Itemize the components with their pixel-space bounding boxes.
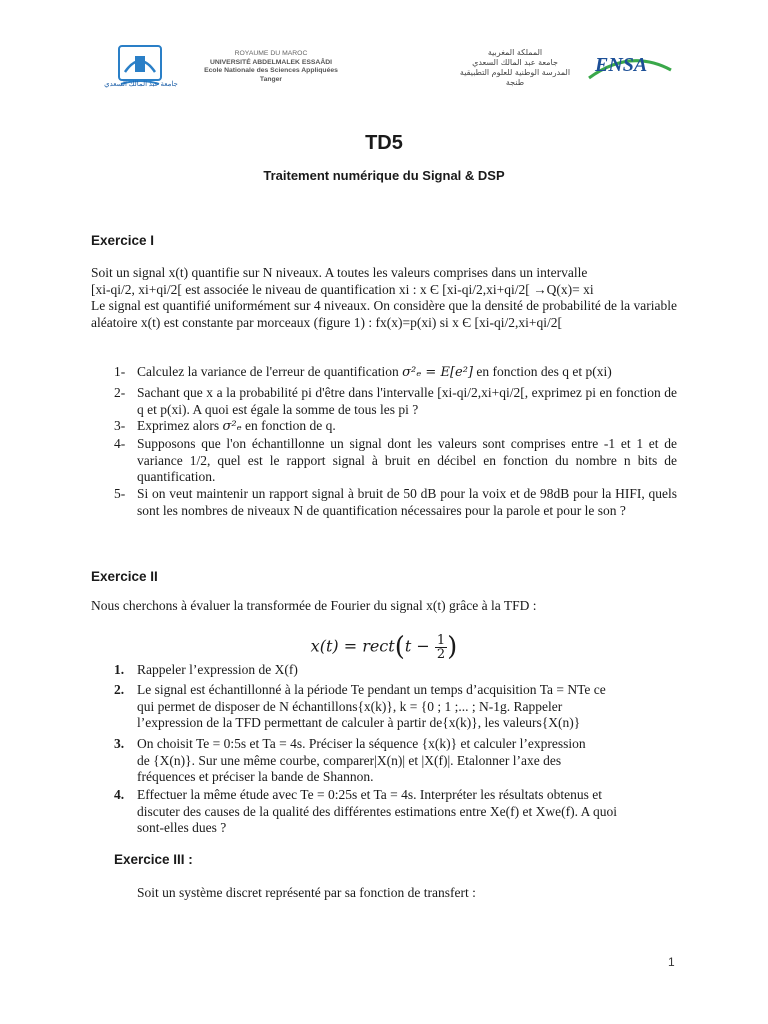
ex1-item-4 — [114, 436, 677, 486]
item-line: sont-elles dues ? — [137, 820, 227, 835]
item-number: 4- — [114, 436, 126, 451]
item-line: discuter des causes de la qualité des différentes estimations entre Xe(f) et Xwe(f). A quoi — [137, 803, 617, 819]
item-line: qui permet de disposer de N échantillons{x(k)}, k = {0 ; 1 ;... ; N-1g. Rappeler — [137, 698, 563, 714]
intro-line: Soit un signal x(t) quantifie sur N niveaux. A toutes les valeurs comprises dans un intervalle — [91, 265, 588, 280]
item-line: On choisit Te = 0:5s et Ta = 4s. Préciser la séquence {x(k)} et calculer l’expression — [137, 736, 586, 751]
item-number: 3. — [114, 736, 125, 751]
ex2-item-4 — [114, 787, 677, 837]
exercise-1-intro — [91, 265, 677, 331]
ar-line: المدرسة الوطنية للعلوم التطبيقية — [459, 68, 571, 77]
ar-line: طنجة — [505, 78, 525, 87]
intro-line: Le signal est quantifié uniformément sur 4 niveaux. On considère que la densité de probabilité de la variable aléatoire x(t) est constante par morceaux (figure 1) : fx(x)=p(xi) si x Є [xi-qi/2,xi+qi/2[ — [91, 298, 677, 330]
item-line: Effectuer la même étude avec Te = 0:25s et Ta = 4s. Interpréter les résultats obtenus et — [137, 787, 603, 802]
fr-line: ROYAUME DU MAROC — [234, 50, 308, 57]
exercise-2-heading: Exercice II — [91, 569, 158, 584]
ex2-item-2 — [114, 682, 677, 732]
ex1-item-3 — [114, 418, 677, 436]
ex1-item-2 — [114, 385, 677, 418]
page-number: 1 — [668, 955, 675, 969]
item-number: 5- — [114, 486, 126, 501]
exercise-3-intro: Soit un système discret représenté par sa fonction de transfert : — [137, 885, 476, 900]
ex2-item-3 — [114, 736, 677, 786]
exercise-3-heading: Exercice III : — [114, 852, 193, 867]
exercise-1-heading: Exercice I — [91, 233, 155, 248]
item-text: Supposons que l'on échantillonne un signal dont les valeurs sont comprises entre -1 et 1 et de variance 1/2, quel est le rapport signal à bruit en décibel en fonction du nombre n bits de quantification. — [137, 436, 677, 484]
item-text: en fonction de q. — [241, 418, 336, 433]
equation-arg: t − — [404, 636, 430, 656]
item-text: Rappeler l’expression de X(f) — [137, 662, 298, 677]
item-line: de {X(n)}. Sur une même courbe, comparer|X(n)| et |X(f)|. Etalonner l’axe des — [137, 752, 562, 768]
item-text: Calculez la variance de l'erreur de quantification — [137, 364, 403, 379]
item-text: Exprimez alors — [137, 418, 223, 433]
item-line: fréquences et préciser la bande de Shannon. — [137, 769, 374, 784]
item-number: 3- — [114, 418, 126, 433]
fraction — [435, 634, 447, 661]
item-text: Si on veut maintenir un rapport signal à bruit de 50 dB pour la voix et de 98dB pour la HIFI, quels sont les nombres de niveaux N de quantification nécessaires pour la parole et pour le son ? — [137, 486, 677, 518]
item-number: 1- — [114, 364, 126, 379]
item-number: 4. — [114, 787, 125, 802]
left-logo-caption: جامعة عبد المالك السعدي — [104, 80, 178, 88]
arabic-header — [440, 48, 590, 88]
ex2-item-1 — [114, 662, 677, 679]
ar-line: المملكة المغربية — [487, 48, 543, 57]
item-number: 2- — [114, 385, 126, 400]
variance-formula: σ²ₑ = E[e²] — [402, 365, 473, 380]
ensa-logo — [585, 48, 675, 82]
fr-line: Tanger — [259, 75, 283, 83]
fr-line: UNIVERSITÉ ABDELMALEK ESSAÂDI — [209, 58, 333, 66]
fraction-denominator: 2 — [436, 646, 446, 662]
item-text: Sachant que x a la probabilité pi d'être dans l'intervalle [xi-qi/2,xi+qi/2[, exprimez pi en fonction de q et p(xi). A quoi est égale la somme de tous les pi ? — [137, 385, 677, 417]
ex1-item-1 — [114, 364, 677, 382]
fr-line: Ecole Nationale des Sciences Appliquées — [204, 67, 338, 74]
french-header — [186, 50, 356, 84]
exercise-2-intro: Nous cherchons à évaluer la transformée de Fourier du signal x(t) grâce à la TFD : — [91, 598, 537, 613]
ex1-item-5 — [114, 486, 677, 519]
fraction-numerator: 1 — [436, 632, 446, 648]
item-number: 1. — [114, 662, 125, 677]
equation-lhs: x(t) = rect — [310, 636, 395, 656]
ensa-label: ENSA — [595, 54, 648, 76]
page-subtitle: Traitement numérique du Signal & DSP — [263, 168, 505, 183]
ar-line: جامعة عبد المالك السعدي — [472, 58, 558, 67]
page-title: TD5 — [365, 132, 403, 154]
item-line: Le signal est échantillonné à la période Te pendant un temps d’acquisition Ta = NTe ce — [137, 682, 606, 697]
item-text: en fonction des q et p(xi) — [473, 364, 612, 379]
variance-symbol: σ²ₑ — [222, 419, 242, 434]
item-line: l’expression de la TFD permettant de calculer à partir de{x(k)}, les valeurs{X(n)} — [137, 715, 581, 730]
intro-line: [xi-qi/2, xi+qi/2[ est associée le niveau de quantification xi : x Є [xi-qi/2,xi+qi/2[ →Q(x)= xi — [91, 281, 594, 297]
rect-equation: x(t) = rect(t − $\frac{1}{2}$ ) — [310, 632, 458, 662]
item-number: 2. — [114, 682, 125, 697]
